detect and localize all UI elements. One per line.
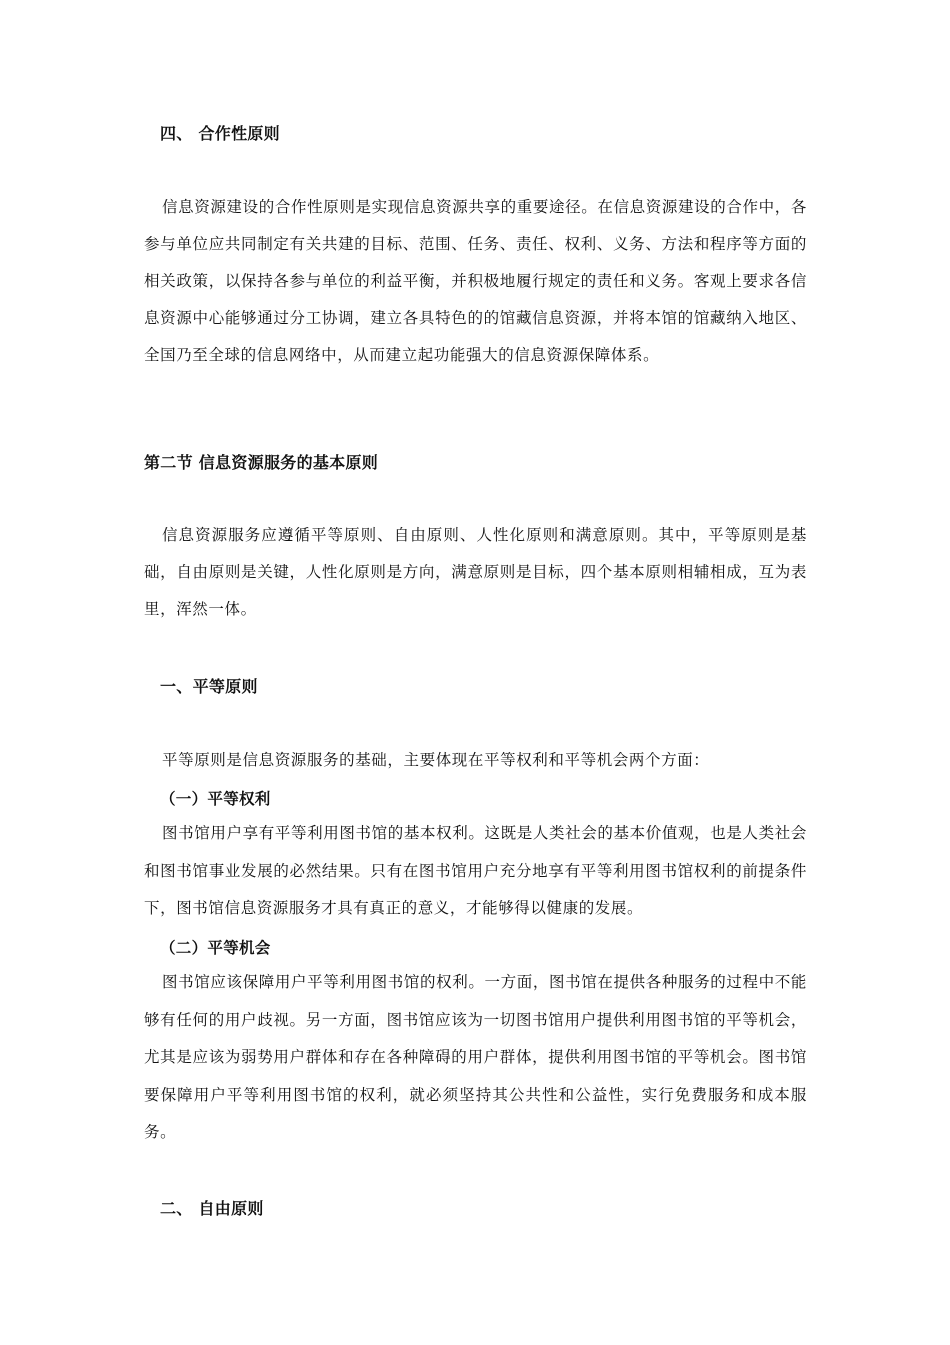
paragraph-intro: 信息资源服务应遵循平等原则、自由原则、人性化原则和满意原则。其中，平等原则是基础，自由原则是关键，人性化原则是方向，满意原则是目标，四个基本原则相辅相成，互为表里，浑然一体。 [144,526,807,618]
paragraph-equality: 平等原则是信息资源服务的基础，主要体现在平等权利和平等机会两个方面： [162,751,710,769]
paragraph-cooperation: 信息资源建设的合作性原则是实现信息资源共享的重要途径。在信息资源建设的合作中，各参与单位应共同制定有关共建的目标、范围、任务、责任、权利、义务、方法和程序等方面的相关政策，以保持各参与单位的利益平衡，并积极地履行规定的责任和义务。客观上要求各信息资源中心能够通过分工协调，建立各具特色的的馆藏信息资源，并将本馆的馆藏纳入地区、全国乃至全球的信息网络中，从而建立起功能强大的信息资源保障体系。 [144,198,807,364]
heading-freedom-principle: 二、 自由原则 [160,1199,264,1218]
section-title: 第二节 信息资源服务的基本原则 [144,453,379,472]
paragraph-equal-opportunity: 图书馆应该保障用户平等利用图书馆的权利。一方面，图书馆在提供各种服务的过程中不能够有任何的用户歧视。另一方面，图书馆应该为一切图书馆用户提供利用图书馆的平等机会，尤其是应该为弱势用户群体和存在各种障碍的用户群体，提供利用图书馆的平等机会。图书馆要保障用户平等利用图书馆的权利，就必须坚持其公共性和公益性，实行免费服务和成本服务。 [144,973,807,1141]
subheading-equal-opportunity: （二）平等机会 [160,938,271,957]
heading-equality-principle: 一、平等原则 [160,677,258,696]
heading-cooperation-principle: 四、 合作性原则 [160,124,280,143]
paragraph-equal-rights: 图书馆用户享有平等利用图书馆的基本权利。这既是人类社会的基本价值观，也是人类社会和图书馆事业发展的必然结果。只有在图书馆用户充分地享有平等利用图书馆权利的前提条件下，图书馆信息资源服务才具有真正的意义，才能够得以健康的发展。 [144,824,807,917]
subheading-equal-rights: （一）平等权利 [160,789,271,808]
